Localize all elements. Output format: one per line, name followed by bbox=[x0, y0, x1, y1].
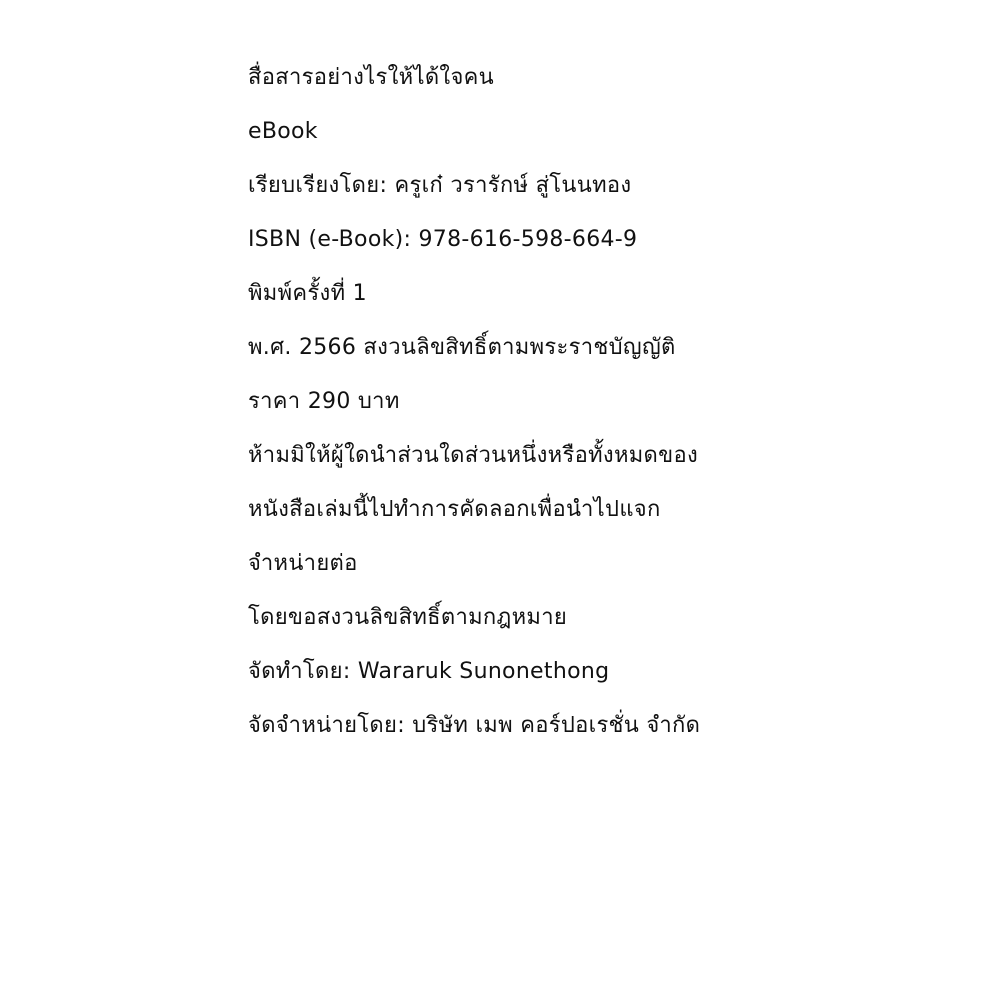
price: ราคา 290 บาท bbox=[248, 389, 400, 414]
compiler-credit: เรียบเรียงโดย: ครูเก๋ วรารักษ์ สู่โนนทอง bbox=[248, 173, 632, 198]
copyright-year: พ.ศ. 2566 สงวนลิขสิทธิ์ตามพระราชบัญญัติ bbox=[248, 335, 676, 360]
edition: พิมพ์ครั้งที่ 1 bbox=[248, 281, 367, 306]
distributor-credit: จัดจำหน่ายโดย: บริษัท เมพ คอร์ปอเรชั่น จำกัด bbox=[248, 713, 701, 738]
producer-credit: จัดทำโดย: Wararuk Sunonethong bbox=[248, 659, 610, 684]
copyright-notice-line-2: หนังสือเล่มนี้ไปทำการคัดลอกเพื่อนำไปแจก bbox=[248, 497, 661, 522]
copyright-notice-line-3: จำหน่ายต่อ bbox=[248, 551, 358, 576]
book-title: สื่อสารอย่างไรให้ได้ใจคน bbox=[248, 65, 495, 90]
colophon-text-block bbox=[248, 62, 700, 764]
copyright-reserved: โดยขอสงวนลิขสิทธิ์ตามกฎหมาย bbox=[248, 605, 568, 630]
copyright-notice-line-1: ห้ามมิให้ผู้ใดนำส่วนใดส่วนหนึ่งหรือทั้งหมดของ bbox=[248, 443, 699, 468]
isbn: ISBN (e-Book): 978-616-598-664-9 bbox=[248, 227, 638, 252]
format-label: eBook bbox=[248, 119, 318, 144]
